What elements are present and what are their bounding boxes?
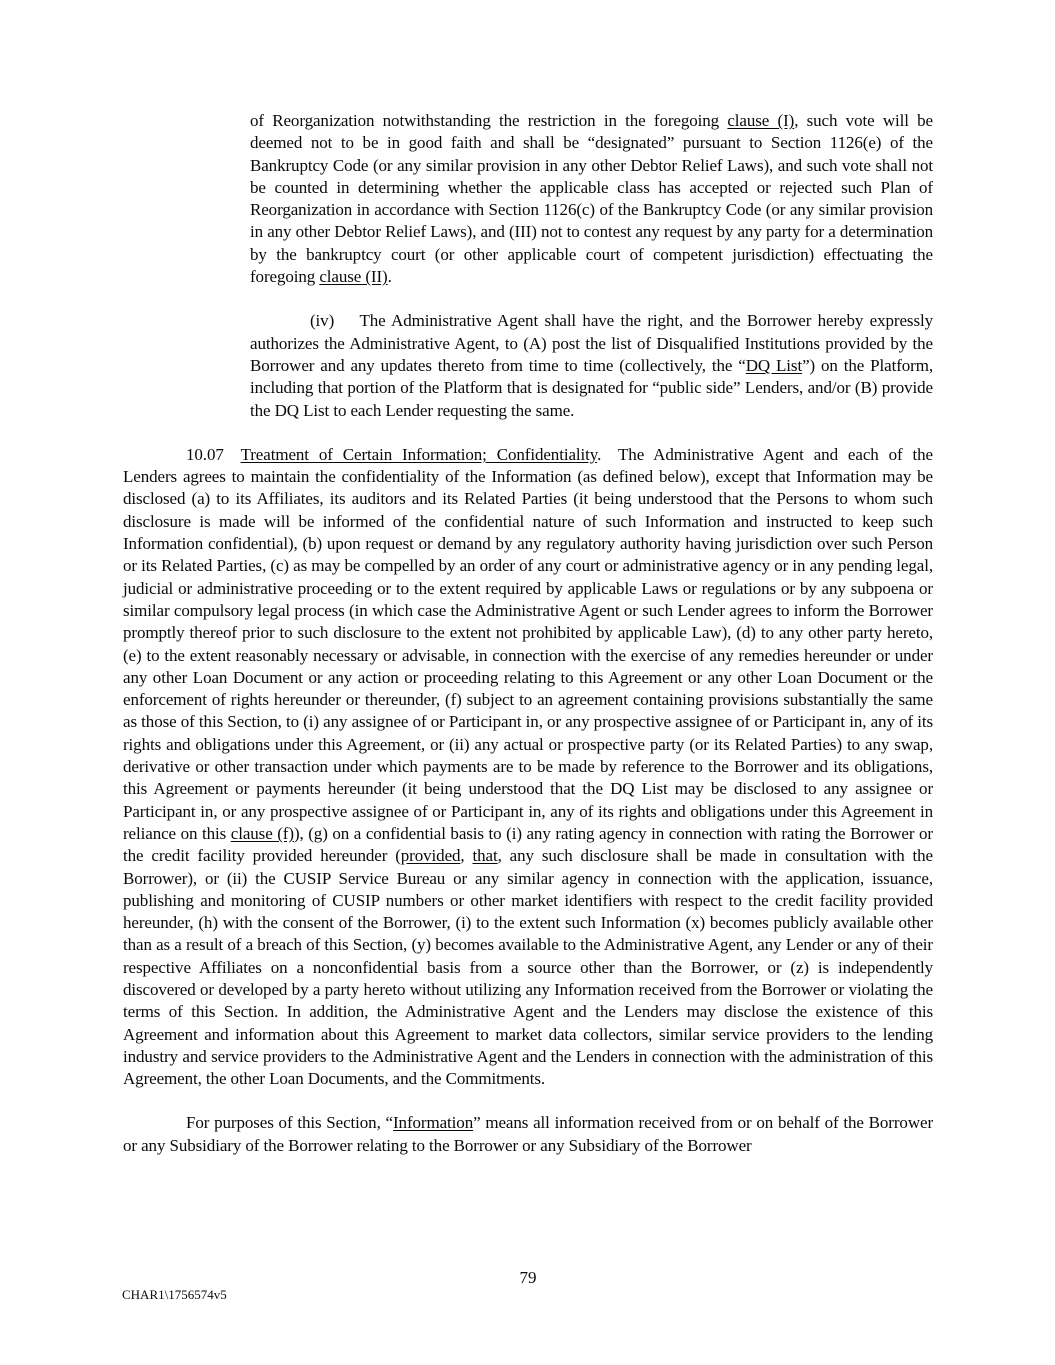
document-body — [123, 110, 933, 1157]
text-run: , any such disclosure shall be made in consultation with the Borrower), or (ii) the CUSIP Service Bureau or any similar agency in connection with the application, issuance, publishing and monitoring of CUSIP numbers or other market identifiers with respect to the credit facility provided hereunder, (h) with the consent of the Borrower, (i) to the extent such Information (x) becomes publicly available other than as a result of a breach of this Section, (y) becomes available to the Administrative Agent, any Lender or any of their respective Affiliates on a nonconfidential basis from a source other than the Borrower, or (z) is independently discovered or developed by a party hereto without utilizing any Information received from the Borrower or violating the terms of this Section. In addition, the Administrative Agent and the Lenders may disclose the existence of this Agreement and information about this Agreement to market data collectors, similar service providers to the lending industry and service providers to the Administrative Agent and the Lenders in connection with the administration of this Agreement, the other Loan Documents, and the Commitments. — [123, 846, 933, 1089]
text-run: , such vote will be deemed not to be in good faith and shall be “designated” pursuant to Section 1126(e) of the Bankruptcy Code (or any similar provision in any other Debtor Relief Laws), and such vote shall not be counted in determining whether the applicable class has accepted or rejected such Plan of Reorganization in accordance with Section 1126(c) of the Bankruptcy Code (or any similar provision in any other Debtor Relief Laws), and (III) not to contest any request by any party for a determination by the bankruptcy court (or other applicable court of competent jurisdiction) effectuating the foregoing — [250, 111, 933, 287]
underlined-term: Treatment of Certain Information; Confidentiality — [240, 444, 598, 464]
text-run: 10.07 — [186, 444, 241, 464]
underlined-term: DQ List — [745, 355, 803, 375]
underlined-term: clause (I) — [727, 111, 795, 130]
text-run: . — [387, 267, 392, 287]
paragraph-information-definition — [123, 1112, 933, 1157]
text-run: For purposes of this Section, “ — [186, 1113, 393, 1133]
text-run: of Reorganization notwithstanding the restriction in the foregoing — [250, 111, 728, 130]
text-run: (iv) The Administrative Agent shall have the right, and the Borrower hereby expressly authorizes the Administrative Agent, to (A) post the list of Disqualified Institutions provided by the Borrower and any updates thereto from time to time (collectively, the “ — [250, 311, 933, 375]
text-run: ”) on the Platform, including that portion of the Platform that is designated for “public side” Lenders, and/or (B) provide the DQ List to each Lender requesting the same. — [250, 355, 933, 420]
text-run: ” means all information received from or on behalf of the Borrower or any Subsidiary of the Borrower relating to the Borrower or any Subsidiary of the Borrower — [123, 1113, 934, 1155]
paragraph-reorganization-continuation — [250, 110, 933, 288]
underlined-term: clause (f) — [230, 823, 294, 843]
text-run: . The Administrative Agent and each of the Lenders agrees to maintain the confidentiality of the Information (as defined below), except that Information may be disclosed (a) to its Affiliates, its auditors and its Related Parties (it being understood that the Persons to whom such disclosure is made will be informed of the confidential nature of such Information and instructed to keep such Information confidential), (b) upon request or demand by any regulatory authority having jurisdiction over such Person or its Related Parties, (c) as may be compelled by an order of any court or administrative agency or in any pending legal, judicial or administrative proceeding or to the extent required by applicable Laws or regulations or by any subpoena or similar compulsory legal process (in which case the Administrative Agent or such Lender agrees to inform the Borrower promptly thereof prior to such disclosure to the extent not prohibited by applicable Law), (d) to any other party hereto, (e) to the extent reasonably necessary or advisable, in connection with the exercise of any remedies hereunder or under any other Loan Document or any action or proceeding relating to this Agreement or any other Loan Document or the enforcement of rights hereunder or thereunder, (f) subject to an agreement containing provisions substantially the same as those of this Section, to (i) any assignee of or Participant in, or any prospective assignee of or Participant in, any of its rights and obligations under this Agreement, or (ii) any actual or prospective party (or its Related Parties) to any swap, derivative or other transaction under which payments are to be made by reference to the Borrower and its obligations, this Agreement or payments hereunder (it being understood that the DQ List may be disclosed to any assignee or Participant in, or any prospective assignee of or Participant in, any of its rights and obligations under this Agreement in reliance on this — [123, 444, 933, 843]
paragraph-section-10-07 — [123, 444, 933, 1091]
underlined-term: Information — [393, 1113, 474, 1133]
text-run: ), (g) on a confidential basis to (i) any rating agency in connection with rating the Borrower or the credit facility provided hereunder ( — [123, 823, 933, 866]
document-id-footer: CHAR1\1756574v5 — [122, 1287, 227, 1302]
paragraph-clause-iv — [250, 310, 933, 421]
underlined-term: that — [472, 846, 498, 866]
text-run: , — [460, 846, 473, 866]
page-number: 79 — [519, 1268, 537, 1287]
underlined-term: clause (II) — [319, 267, 388, 287]
underlined-term: provided — [400, 846, 461, 866]
